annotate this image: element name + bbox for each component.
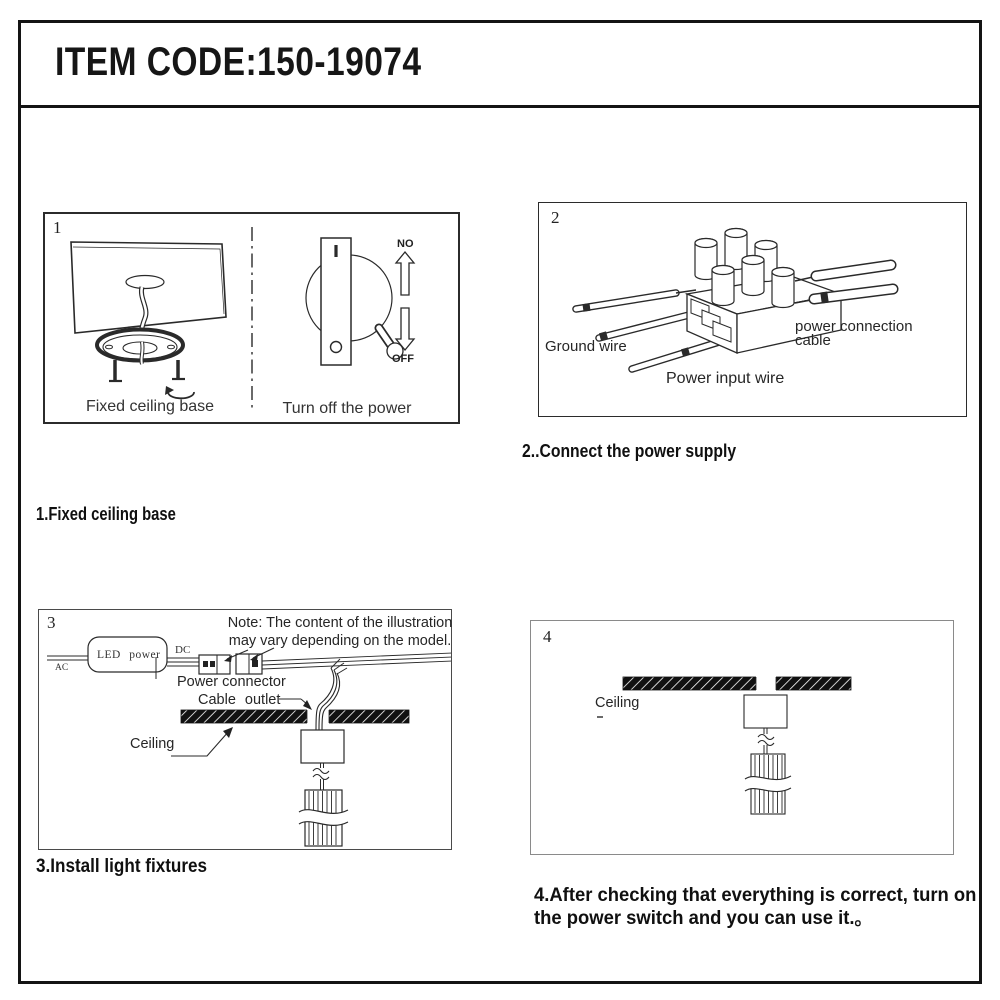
label-ceiling-step4: Ceiling xyxy=(595,695,640,711)
note-text xyxy=(225,615,455,650)
panel-step4 xyxy=(530,620,954,855)
label-power-connection-cable-line1: power connection xyxy=(795,318,913,335)
caption-turn-off-power: Turn off the power xyxy=(282,400,412,417)
step2-caption: 2..Connect the power supply xyxy=(522,440,737,461)
panel4-number: 4 xyxy=(543,627,552,646)
ceiling-base-drawing xyxy=(71,242,226,398)
label-cable-outlet: Cable outlet xyxy=(198,692,281,708)
label-power-input-wire: Power input wire xyxy=(666,370,785,387)
panel-step1 xyxy=(43,212,460,424)
header-divider-line xyxy=(18,105,982,108)
step1-caption: 1.Fixed ceiling base xyxy=(36,503,176,524)
note-line2: may vary depending on the model. xyxy=(228,632,452,649)
switch-off-label: OFF xyxy=(392,353,414,365)
panel3-number: 3 xyxy=(47,613,56,632)
label-ceiling-step3: Ceiling xyxy=(130,736,175,752)
step4-caption-line2: the power switch and you can use it.。 xyxy=(534,907,873,929)
label-power-connection-cable-line2: cable xyxy=(795,332,831,349)
step4-diagram-svg xyxy=(531,621,953,854)
label-led-power: LED power xyxy=(97,649,161,661)
step4-caption-line1: 4.After checking that everything is correct, turn on xyxy=(534,885,977,906)
switch-on-label: NO xyxy=(397,238,414,250)
power-switch-drawing xyxy=(306,238,414,365)
panel1-number: 1 xyxy=(53,218,62,237)
panel-step2 xyxy=(538,202,967,417)
label-power-connector: Power connector xyxy=(177,674,286,690)
caption-fixed-ceiling-base: Fixed ceiling base xyxy=(85,398,215,415)
panel-step3 xyxy=(38,609,452,850)
label-ac: AC xyxy=(55,663,69,673)
page-title: ITEM CODE:150-19074 xyxy=(55,40,422,84)
step4-caption xyxy=(534,885,976,930)
arrow-up-outline xyxy=(396,252,414,295)
label-dc: DC xyxy=(175,644,191,656)
step3-caption: 3.Install light fixtures xyxy=(36,856,208,877)
note-line1: Note: The content of the illustration xyxy=(227,615,453,631)
label-ground-wire: Ground wire xyxy=(545,338,627,355)
panel2-number: 2 xyxy=(551,208,560,227)
